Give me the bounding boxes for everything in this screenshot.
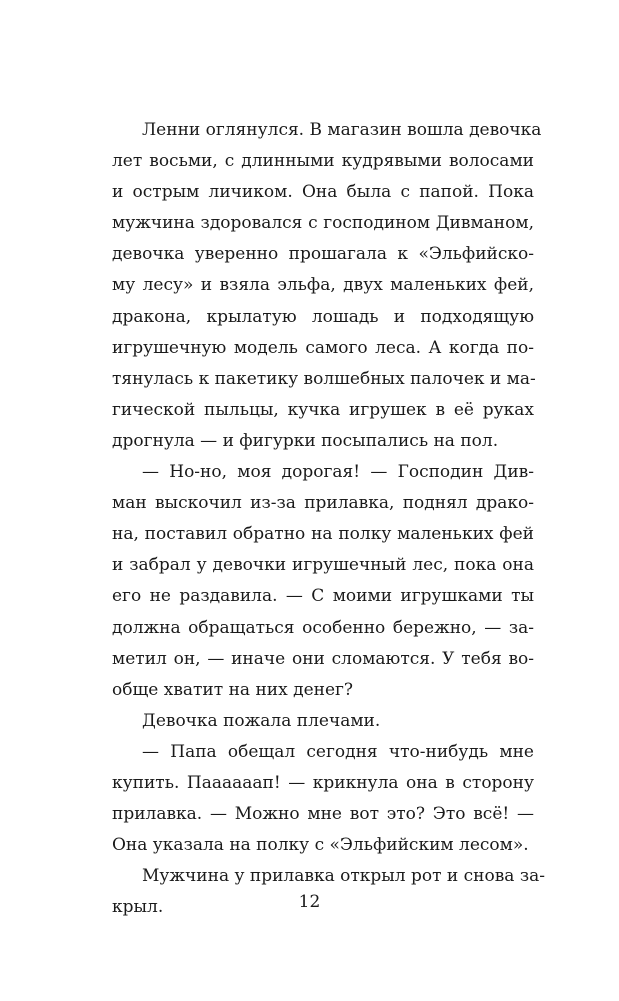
text-line: девочка уверенно прошагала к «Эльфийско- [112,244,534,265]
text-line: — Но-но, моя дорогая! — Господин Див- [142,462,534,483]
text-line: Мужчина у прилавка открыл рот и снова за- [142,866,545,887]
text-line: игрушечную модель самого леса. А когда по- [112,337,534,358]
text-line: купить. Паааааап! — крикнула она в сторону [112,772,534,793]
text-line: должна обращаться особенно бережно, — за- [112,617,534,638]
text-line: и забрал у девочки игрушечный лес, пока она [112,555,534,576]
text-line: лет восьми, с длинными кудрявыми волосами [112,151,534,172]
text-line: и острым личиком. Она была с папой. Пока [112,182,534,203]
text-line: его не раздавила. — С моими игрушками ты [112,586,534,607]
text-line: — Папа обещал сегодня что-нибудь мне [142,741,534,762]
text-line: гической пыльцы, кучка игрушек в её руках [112,399,534,420]
text-line: му лесу» и взяла эльфа, двух маленьких фей, [112,275,534,296]
text-line: метил он, — иначе они сломаются. У тебя во- [112,648,534,669]
text-line: обще хватит на них денег? [112,679,354,700]
text-line: Ленни оглянулся. В магазин вошла девочка [142,120,542,140]
page-number: 12 [298,892,321,912]
text-line: тянулась к пакетику волшебных палочек и ма- [112,368,536,389]
text-line: крыл. [112,897,164,918]
body-text [112,115,545,923]
text-line: ман выскочил из-за прилавка, поднял драко- [112,493,534,514]
text-line: дракона, крылатую лошадь и подходящую [112,306,534,327]
text-line: дрогнула — и фигурки посыпались на пол. [112,430,499,451]
text-line: Девочка пожала плечами. [142,710,381,731]
text-line: на, поставил обратно на полку маленьких фей [112,524,534,545]
text-line: мужчина здоровался с господином Дивманом, [112,213,534,234]
text-line: Она указала на полку с «Эльфийским лесом». [112,835,529,856]
text-line: прилавка. — Можно мне вот это? Это всё! — [112,804,534,825]
